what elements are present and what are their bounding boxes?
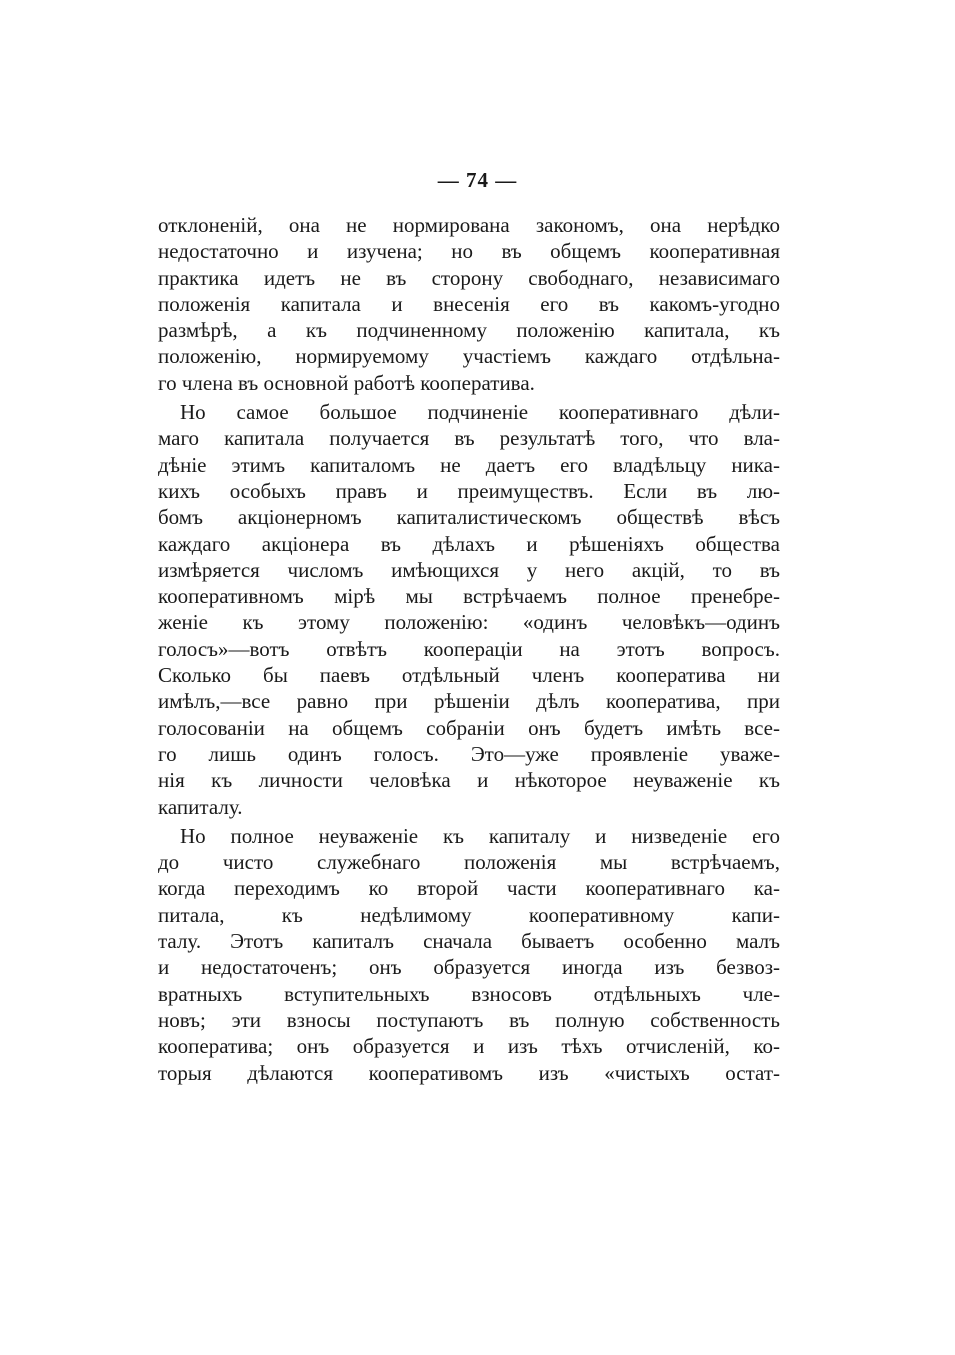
text-line: Но самое большое подчиненіе кооперативнаго дѣли- [180, 400, 780, 425]
text-line: талу. Этотъ капиталъ сначала бываетъ особенно малъ [158, 929, 780, 954]
text-line: го лишь одинъ голосъ. Это—уже проявленіе уваже- [158, 741, 780, 766]
text-line: отклоненій, она не нормирована закономъ, она нерѣдко [158, 213, 780, 237]
text-line: практика идетъ не въ сторону свободнаго, независимаго [158, 265, 780, 290]
paragraph-3 [158, 823, 780, 1086]
page-number: — 74 — [437, 168, 518, 192]
text-line: торыя дѣлаются кооперативомъ изъ «чистыхъ остат- [158, 1060, 780, 1085]
text-line: недостаточно и изучена; но въ общемъ кооперативная [158, 239, 780, 264]
text-line: кооператива; онъ образуется и изъ тѣхъ отчисленій, ко- [158, 1034, 780, 1059]
text-line: и недостаточенъ; онъ образуется иногда изъ безвоз- [158, 955, 780, 980]
text-line: имѣлъ,—все равно при рѣшеніи дѣлъ кооператива, при [158, 689, 780, 714]
text-line: положенія капитала и внесенія его въ какомъ-угодно [158, 291, 780, 316]
body-text [158, 212, 780, 1086]
text-line: капиталу. [158, 794, 243, 819]
text-line: бомъ акціонерномъ капиталистическомъ обществѣ вѣсъ [158, 505, 780, 530]
paragraph-2 [158, 399, 780, 820]
text-line: каждаго акціонера въ дѣлахъ и рѣшеніяхъ общества [158, 531, 780, 556]
text-line: кооперативномъ мірѣ мы встрѣчаемъ полное пренебре- [158, 584, 780, 609]
text-line: го члена въ основной работѣ кооператива. [158, 370, 535, 395]
text-line: до чисто служебнаго положенія мы встрѣчаемъ, [158, 850, 780, 875]
text-line: Но полное неуваженіе къ капиталу и низведеніе его [180, 823, 780, 848]
text-line: голосъ»—вотъ отвѣтъ кооперацiи на этотъ вопросъ. [158, 636, 780, 661]
text-line: положенію, нормируемому участіемъ каждаго отдѣльна- [158, 344, 780, 369]
text-line: дѣніе этимъ капиталомъ не даетъ его владѣльцу ника- [158, 452, 780, 477]
paragraph-1 [158, 212, 780, 396]
text-line: маго капитала получается въ результатѣ того, что вла- [158, 426, 780, 451]
text-line: питала, къ недѣлимому кооперативному капи- [158, 902, 780, 927]
text-line: кихъ особыхъ правъ и преимуществъ. Если въ лю- [158, 478, 780, 503]
text-line: голосованіи на общемъ собраніи онъ будетъ имѣть все- [158, 715, 780, 740]
text-line: измѣряется числомъ имѣющихся у него акцій, то въ [158, 557, 780, 582]
text-line: женіе къ этому положенію: «одинъ человѣкъ—одинъ [158, 610, 780, 635]
text-line: вратныхъ вступительныхъ взносовъ отдѣльныхъ чле- [158, 981, 780, 1006]
text-line: размѣрѣ, а къ подчиненному положенію капитала, къ [158, 318, 780, 343]
text-line: когда переходимъ ко второй части кооперативнаго ка- [158, 876, 780, 901]
text-line: новъ; эти взносы поступаютъ въ полную собственность [158, 1007, 780, 1032]
text-line: нія къ личности человѣка и нѣкоторое неуваженіе къ [158, 768, 780, 793]
text-line: Сколько бы паевъ отдѣльный членъ кооператива ни [158, 663, 780, 688]
